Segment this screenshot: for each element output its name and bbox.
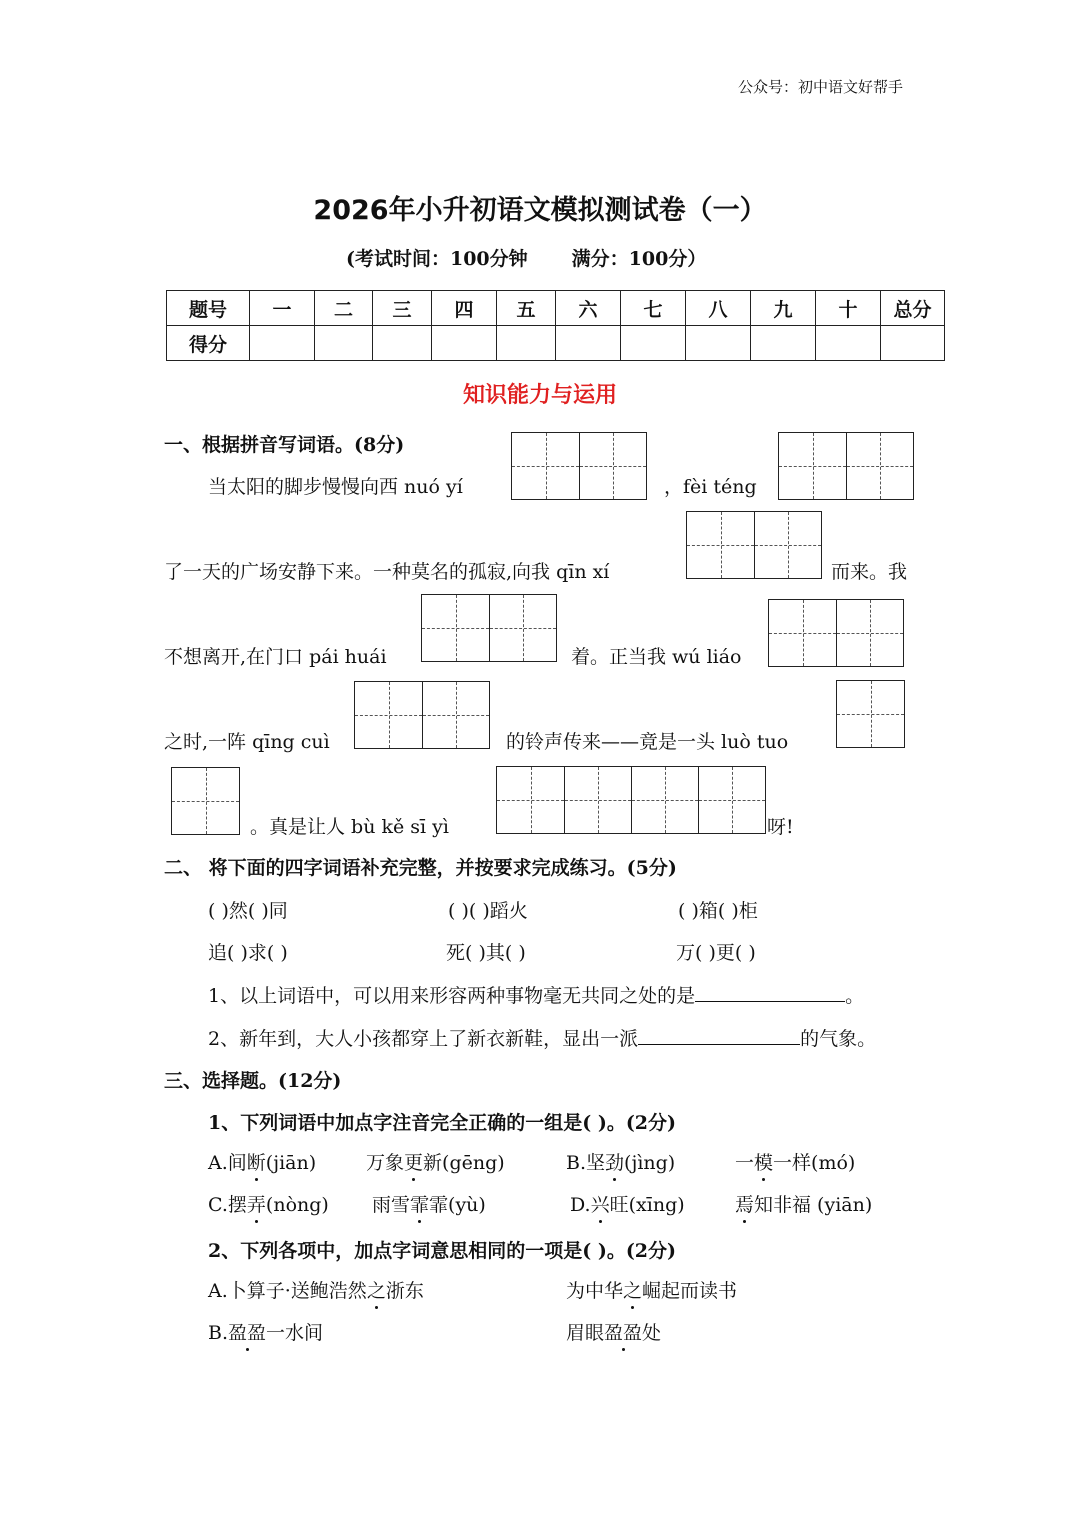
score-row-label: 得分 (167, 326, 250, 361)
answer-box-luo-tuo[interactable] (836, 680, 905, 748)
score-table-score-row (167, 326, 945, 361)
option-a2: 万象更新(gēng) (366, 1148, 505, 1175)
q2-sub1 (208, 981, 864, 1008)
header-note: 公众号：初中语文好帮手 (738, 78, 904, 96)
q3-heading: 三、选择题。(12分) (164, 1070, 342, 1092)
q2-sub1-end: 。 (845, 985, 865, 1007)
option-d1: D.兴旺(xīng) (570, 1190, 685, 1217)
score-cell[interactable] (816, 326, 881, 361)
score-cell[interactable] (432, 326, 497, 361)
q1-line5-text-b: 呀! (767, 816, 794, 838)
answer-box-qin-xi[interactable] (686, 511, 822, 579)
score-header-cell: 二 (315, 291, 373, 326)
score-cell[interactable] (315, 326, 373, 361)
q2-word: 死( )其( ) (446, 942, 526, 964)
score-table (166, 290, 945, 361)
answer-box-pai-huai[interactable] (421, 594, 557, 662)
q2-sub2-end: 的气象。 (800, 1028, 877, 1050)
score-header-cell: 十 (816, 291, 881, 326)
score-cell[interactable] (686, 326, 751, 361)
score-header-cell: 七 (621, 291, 686, 326)
q2-word: ( )然( )同 (208, 900, 288, 922)
score-header-cell: 九 (751, 291, 816, 326)
q1-line3-text: 不想离开,在门口 pái huái (164, 646, 387, 668)
exam-title: 2026年小升初语文模拟测试卷（一） (313, 195, 767, 226)
q2-heading: 二、 将下面的四字词语补充完整，并按要求完成练习。(5分) (164, 857, 677, 879)
q1-line3-text-b: 着。正当我 wú liáo (571, 646, 742, 668)
answer-box-bu-ke-si-yi[interactable] (496, 766, 766, 834)
option-e2: 为中华之崛起而读书 (566, 1276, 737, 1303)
score-cell[interactable] (556, 326, 621, 361)
q1-line2-text-b: 而来。我 (831, 561, 908, 583)
score-header-cell: 总分 (881, 291, 945, 326)
q2-word: 万( )更( ) (676, 942, 756, 964)
option-e1: A.卜算子·送鲍浩然之浙东 (208, 1276, 424, 1303)
score-header-cell: 五 (497, 291, 556, 326)
option-b2: 一模一样(mó) (735, 1148, 855, 1175)
exam-info (346, 244, 750, 271)
option-c1: C.摆弄(nòng) (208, 1190, 329, 1217)
score-header-cell: 三 (373, 291, 432, 326)
option-a1: A.间断(jiān) (208, 1148, 316, 1175)
score-header-cell: 题号 (167, 291, 250, 326)
q1-line4-text-b: 的铃声传来——竟是一头 luò tuo (506, 731, 789, 753)
q1-line1-text: 当太阳的脚步慢慢向西 nuó yí (208, 476, 463, 498)
answer-blank[interactable] (638, 1024, 800, 1045)
q3-sub2: 2、下列各项中，加点字词意思相同的一项是( )。(2分) (208, 1240, 677, 1262)
q2-word: ( )( )蹈火 (448, 900, 528, 922)
score-cell[interactable] (373, 326, 432, 361)
score-cell[interactable] (497, 326, 556, 361)
answer-box-nuo-yi[interactable] (511, 432, 647, 500)
score-cell[interactable] (250, 326, 315, 361)
option-c2: 雨雪霏霏(yù) (372, 1190, 486, 1217)
score-header-cell: 八 (686, 291, 751, 326)
option-f1: B.盈盈一水间 (208, 1318, 323, 1345)
answer-blank[interactable] (695, 981, 845, 1002)
q1-line1-text-b: ，fèi téng (664, 476, 757, 498)
score-cell[interactable] (751, 326, 816, 361)
score-cell[interactable] (881, 326, 945, 361)
option-d2: 焉知非福 (yiān) (735, 1190, 872, 1217)
score-header-cell: 一 (250, 291, 315, 326)
exam-time: (考试时间：100分钟 (346, 248, 528, 270)
q2-sub2 (208, 1024, 876, 1051)
q2-sub1-text: 1、以上词语中，可以用来形容两种事物毫无共同之处的是 (208, 985, 696, 1007)
score-header-cell: 六 (556, 291, 621, 326)
option-b1: B.坚劲(jìng) (566, 1148, 675, 1175)
answer-box-tuo[interactable] (171, 767, 240, 835)
score-table-header-row (167, 291, 945, 326)
q2-word: 追( )求( ) (208, 942, 288, 964)
q3-sub1: 1、下列词语中加点字注音完全正确的一组是( )。(2分) (208, 1112, 677, 1134)
answer-box-qing-cui[interactable] (354, 681, 490, 749)
q1-line5-text: 。真是让人 bù kě sī yì (250, 816, 449, 838)
q2-sub2-text: 2、新年到，大人小孩都穿上了新衣新鞋，显出一派 (208, 1028, 639, 1050)
option-f2: 眉眼盈盈处 (566, 1318, 661, 1345)
q1-line2-text: 了一天的广场安静下来。一种莫名的孤寂,向我 qīn xí (164, 561, 610, 583)
answer-box-wu-liao[interactable] (768, 599, 904, 667)
q1-line4-text: 之时,一阵 qīng cuì (164, 731, 330, 753)
answer-box-fei-teng[interactable] (778, 432, 914, 500)
q2-word: ( )箱( )柜 (678, 900, 758, 922)
score-header-cell: 四 (432, 291, 497, 326)
section-heading: 知识能力与运用 (462, 383, 617, 408)
score-cell[interactable] (621, 326, 686, 361)
q1-heading: 一、根据拼音写词语。(8分) (164, 434, 405, 456)
full-score: 满分：100分） (571, 248, 707, 270)
